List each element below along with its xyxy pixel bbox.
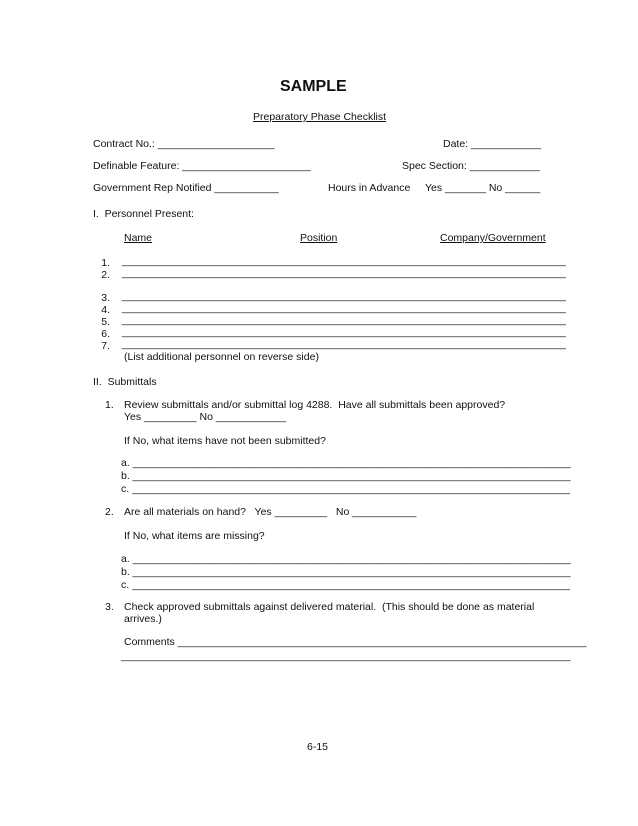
question-1-follow-up: If No, what items have not been submitted? (124, 435, 326, 447)
answer-line: c. ___________________________________________________________________________ (121, 579, 571, 591)
definable-feature-field: Definable Feature: ______________________ (93, 160, 311, 172)
question-number: 1. (105, 399, 114, 411)
answer-line: a. ___________________________________________________________________________ (121, 553, 571, 565)
personnel-row-number: 7. (101, 340, 110, 352)
question-3-text: Check approved submittals against delivered material. (This should be done as material (124, 601, 535, 613)
col-header-name: Name (124, 232, 153, 244)
answer-line: b. ___________________________________________________________________________ (121, 566, 571, 578)
personnel-row-line: ____________________________________________________________________________ (122, 255, 566, 267)
personnel-heading: I. Personnel Present: (93, 208, 194, 220)
question-1-yes-no: Yes _________ No ____________ (124, 411, 286, 423)
personnel-row-line: ____________________________________________________________________________ (122, 326, 566, 338)
col-header-position: Position (300, 232, 338, 244)
comments-line: _____________________________________________________________________________ (121, 650, 571, 662)
gov-rep-yes-no: Yes _______ No ______ (425, 182, 541, 194)
page-title: SAMPLE (280, 78, 347, 95)
spec-section-field: Spec Section: ____________ (402, 160, 540, 172)
submittals-heading: II. Submittals (93, 376, 157, 388)
answer-line: c. ___________________________________________________________________________ (121, 483, 571, 495)
form-subtitle: Preparatory Phase Checklist (253, 111, 387, 123)
personnel-row-number: 1. (101, 257, 110, 269)
personnel-row-line: ____________________________________________________________________________ (122, 302, 566, 314)
question-number: 2. (105, 506, 114, 518)
hours-in-advance-label: Hours in Advance (328, 182, 411, 194)
personnel-row-number: 5. (101, 316, 110, 328)
personnel-row-line: ____________________________________________________________________________ (122, 267, 566, 279)
personnel-row-number: 3. (101, 292, 110, 304)
answer-line: a. ___________________________________________________________________________ (121, 457, 571, 469)
personnel-row-line: ____________________________________________________________________________ (122, 290, 566, 302)
personnel-row-number: 6. (101, 328, 110, 340)
question-2-text: Are all materials on hand? Yes _________ No ___________ (124, 506, 417, 518)
contract-number-field: Contract No.: ____________________ (93, 138, 275, 150)
date-field: Date: ____________ (443, 138, 542, 150)
personnel-note: (List additional personnel on reverse side) (124, 351, 319, 363)
question-1-text: Review submittals and/or submittal log 4288. Have all submittals been approved? (124, 399, 506, 411)
personnel-row-number: 4. (101, 304, 110, 316)
comments-field: Comments ______________________________________________________________________ (124, 636, 587, 648)
personnel-row-line: ____________________________________________________________________________ (122, 314, 566, 326)
government-rep-field: Government Rep Notified ___________ (93, 182, 279, 194)
personnel-row-number: 2. (101, 269, 110, 281)
question-2-follow-up: If No, what items are missing? (124, 530, 265, 542)
personnel-row-line: ____________________________________________________________________________ (122, 338, 566, 350)
page-number: 6-15 (307, 741, 329, 753)
col-header-company: Company/Government (440, 232, 546, 244)
question-3-text-continued: arrives.) (124, 613, 162, 625)
question-number: 3. (105, 601, 114, 613)
answer-line: b. ___________________________________________________________________________ (121, 470, 571, 482)
